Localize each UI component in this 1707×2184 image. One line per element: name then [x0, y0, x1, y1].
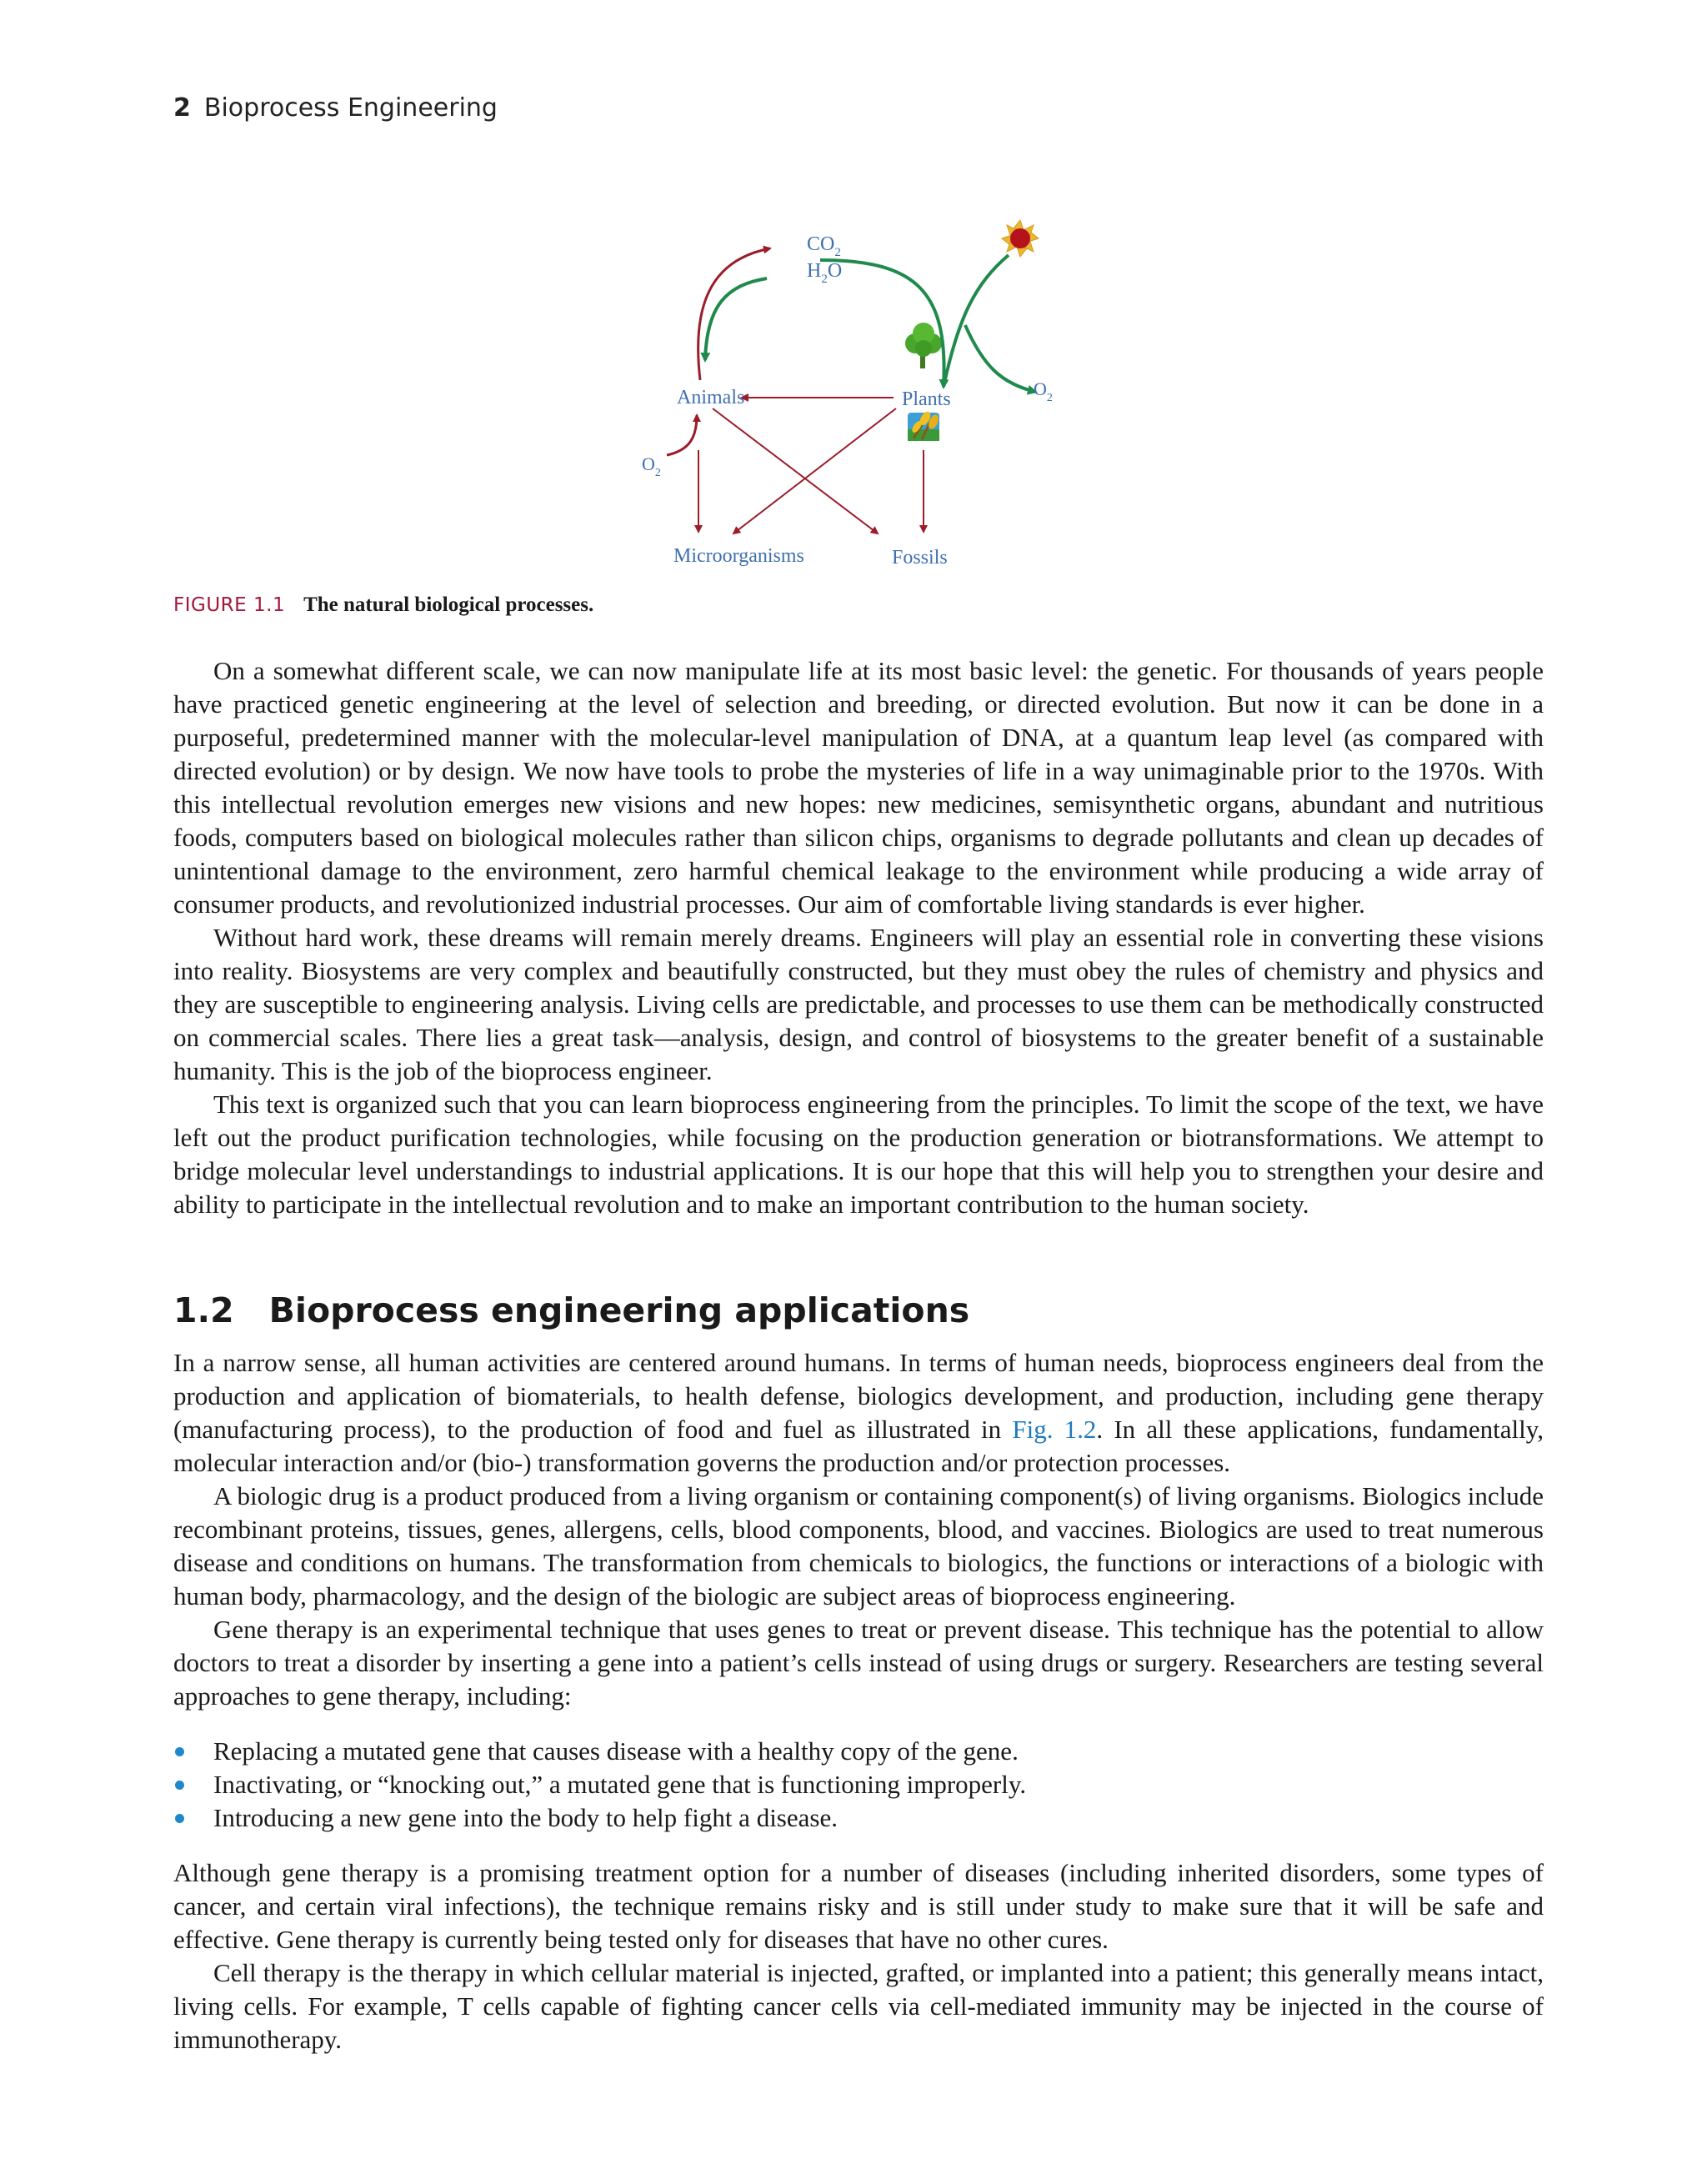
intro-text	[173, 654, 1544, 1221]
running-title: Bioprocess Engineering	[203, 93, 498, 123]
intro-paragraph: Without hard work, these dreams will remain merely dreams. Engineers will play an essential role in converting these visions into reality. Biosystems are very complex and beautifully constructed, but they must obey the rules of chemistry and physics and they are susceptible to engineering analysis. Living cells are predictable, and processes to use them can be methodically constructed on commercial scales. There lies a great task—analysis, design, and control of biosystems to the greater benefit of a sustainable humanity. This is the job of the bioprocess engineer.	[173, 923, 1544, 1085]
figure-caption	[173, 594, 593, 617]
figure-label: FIGURE 1.1	[173, 594, 286, 616]
plants-label: Plants	[902, 388, 951, 410]
list-item: Replacing a mutated gene that causes disease with a healthy copy of the gene.	[173, 1735, 1544, 1768]
arrow-animals-to-fossils	[713, 408, 878, 533]
gene-therapy-approaches-list	[173, 1735, 1544, 1835]
fossils-label: Fossils	[892, 547, 948, 569]
arrow-plants-to-o2	[965, 325, 1035, 392]
figure-1-1	[617, 208, 1084, 579]
figure-1-2-link[interactable]: Fig. 1.2	[1012, 1415, 1097, 1444]
section-text	[173, 1346, 1544, 2056]
arrow-sun-to-plants	[944, 255, 1009, 387]
co2-label: $CO_2$	[807, 233, 841, 259]
section-paragraph-1: In a narrow sense, all human activities are centered around humans. In terms of human needs, bioprocess engineers deal from the production and application of biomaterials, to health defense, biologics development, and production, including gene therapy (manufacturing process), to the production of food and fuel as illustrated in Fig. 1.2. In all these applications, fundamentally, molecular interaction and/or (bio-) transformation governs the production and/or protection processes.	[173, 1348, 1544, 1477]
bullet-icon	[175, 1814, 184, 1823]
section-number: 1.2	[173, 1290, 234, 1330]
microorganisms-label: Microorganisms	[673, 545, 804, 567]
list-item: Inactivating, or “knocking out,” a mutated gene that is functioning improperly.	[173, 1768, 1544, 1801]
section-heading	[173, 1290, 969, 1330]
intro-paragraph: On a somewhat different scale, we can now manipulate life at its most basic level: the genetic. For thousands of years people have practiced genetic engineering at the level of selection and breeding, or directed evolution. But now it can be done in a purposeful, predetermined manner with the molecular-level manipulation of DNA, at a quantum leap level (as compared with directed evolution) or by design. We now have tools to probe the mysteries of life in a way unimaginable prior to the 1970s. With this intellectual revolution emerges new visions and new hopes: new medicines, semisynthetic organs, abundant and nutritious foods, computers based on biological molecules rather than silicon chips, organisms to degrade pollutants and clean up decades of unintentional damage to the environment, zero harmful chemical leakage to the environment while producing a wide array of consumer products, and revolutionized industrial processes. Our aim of comfortable living standards is ever higher.	[173, 656, 1544, 919]
figure-caption-text: The natural biological processes.	[303, 594, 594, 616]
wheat-icon	[908, 410, 940, 441]
o2-left-label: $O_2$	[642, 453, 661, 479]
tree-icon	[905, 323, 942, 368]
arrow-co2-to-animals	[705, 278, 767, 360]
sun-icon	[1002, 220, 1039, 257]
section-title: Bioprocess engineering applications	[268, 1290, 970, 1330]
bullet-icon	[175, 1747, 184, 1756]
section-paragraph-4: Although gene therapy is a promising treatment option for a number of diseases (including inherited disorders, some types of cancer, and certain viral infections), the technique remains risky and is still under study to make sure that it will be safe and effective. Gene therapy is currently being tested only for diseases that have no other cures.	[173, 1858, 1544, 1954]
arrow-o2-to-animals	[667, 415, 697, 455]
intro-paragraph: This text is organized such that you can learn bioprocess engineering from the principles. To limit the scope of the text, we have left out the product purification technologies, while focusing on the production generation or biotransformations. We attempt to bridge molecular level understandings to industrial applications. It is our hope that this will help you to strengthen your desire and ability to participate in the intellectual revolution and to make an important contribution to the human society.	[173, 1089, 1544, 1219]
arrow-animals-to-co2	[698, 248, 770, 380]
section-paragraph-2: A biologic drug is a product produced from a living organism or containing component(s) of living organisms. Biologics include recombinant proteins, tissues, genes, allergens, cells, blood components, blood, and vaccines. Biologics are used to treat numerous disease and conditions on humans. The transformation from chemicals to biologics, the functions or interactions of a biologic with human body, pharmacology, and the design of the biologic are subject areas of bioprocess engineering.	[173, 1481, 1544, 1610]
page-number: 2	[173, 93, 191, 123]
list-item: Introducing a new gene into the body to help fight a disease.	[173, 1801, 1544, 1835]
bullet-icon	[175, 1781, 184, 1790]
running-head	[173, 93, 498, 123]
arrow-plants-to-microorganisms	[733, 408, 896, 533]
h2o-label: $H_2O$	[807, 260, 843, 286]
section-paragraph-5: Cell therapy is the therapy in which cellular material is injected, grafted, or implanted into a patient; this generally means intact, living cells. For example, T cells capable of fighting cancer cells via cell-mediated immunity may be injected in the course of immunotherapy.	[173, 1958, 1544, 2054]
animals-label: Animals	[677, 387, 745, 408]
o2-right-label: $O_2$	[1034, 378, 1053, 404]
section-paragraph-3: Gene therapy is an experimental technique that uses genes to treat or prevent disease. This technique has the potential to allow doctors to treat a disorder by inserting a gene into a patient’s cells instead of using drugs or surgery. Researchers are testing several approaches to gene therapy, including:	[173, 1615, 1544, 1711]
biological-processes-diagram	[617, 208, 1084, 579]
